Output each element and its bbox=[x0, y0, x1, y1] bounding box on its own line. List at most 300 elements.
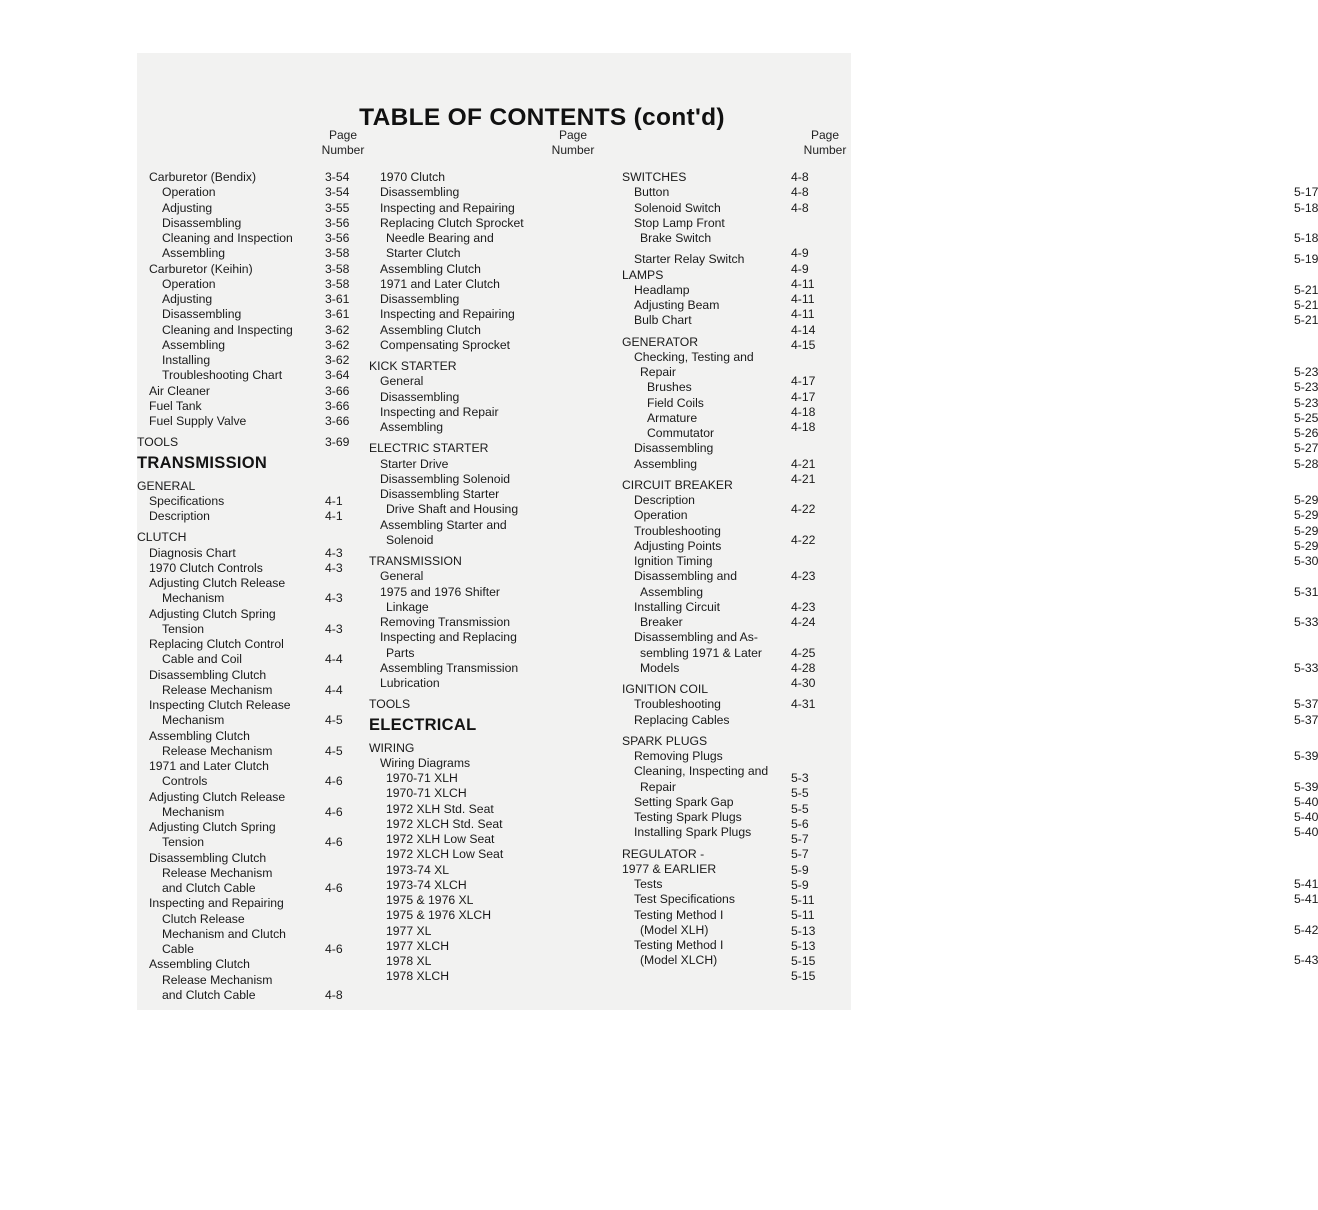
scanned-page bbox=[137, 53, 1318, 1010]
toc-page-number: 4-6 bbox=[325, 881, 343, 895]
toc-entry[interactable] bbox=[162, 353, 210, 368]
toc-entry[interactable] bbox=[162, 912, 245, 927]
toc-entry[interactable] bbox=[622, 847, 704, 862]
toc-entry[interactable] bbox=[149, 896, 284, 911]
toc-entry-title: 1977 & EARLIER bbox=[622, 861, 717, 876]
toc-entry[interactable] bbox=[149, 957, 250, 972]
page-header-line1: Page bbox=[558, 128, 588, 142]
toc-entry[interactable] bbox=[162, 338, 225, 353]
toc-entry[interactable] bbox=[634, 201, 721, 216]
toc-entry[interactable] bbox=[634, 810, 742, 825]
toc-entry-title: CLUTCH bbox=[137, 530, 187, 545]
toc-entry[interactable] bbox=[622, 268, 663, 283]
toc-entry[interactable] bbox=[149, 170, 256, 185]
toc-page-number: 4-11 bbox=[791, 292, 815, 306]
toc-entry[interactable] bbox=[149, 399, 202, 414]
toc-entry[interactable] bbox=[137, 479, 195, 494]
toc-entry[interactable] bbox=[162, 774, 207, 789]
page-header-line2: Number bbox=[321, 143, 365, 157]
toc-page-number: 4-6 bbox=[325, 804, 343, 819]
toc-page-number: 4-1 bbox=[325, 493, 343, 508]
toc-page-number: 4-14 bbox=[791, 322, 816, 337]
toc-entry-title: Disassembling Clutch bbox=[149, 850, 267, 865]
toc-entry-title: Operation bbox=[634, 508, 688, 523]
toc-entry[interactable] bbox=[149, 561, 263, 576]
toc-page-number: 4-5 bbox=[325, 713, 343, 728]
toc-entry[interactable] bbox=[162, 713, 224, 728]
page-number-header-3 bbox=[795, 128, 855, 158]
page-header-line2: Number bbox=[803, 143, 847, 157]
toc-entry-title: Replacing Cables bbox=[634, 712, 730, 727]
toc-entry[interactable] bbox=[380, 569, 423, 584]
toc-entry[interactable] bbox=[369, 554, 462, 569]
toc-entry[interactable] bbox=[634, 539, 721, 554]
toc-entry[interactable] bbox=[622, 478, 733, 493]
toc-entry[interactable] bbox=[380, 676, 440, 691]
toc-entry[interactable] bbox=[380, 390, 459, 405]
toc-entry[interactable] bbox=[162, 835, 204, 850]
toc-entry-title: (Model XLH) bbox=[640, 922, 709, 937]
toc-entry-title: Description bbox=[149, 509, 210, 523]
toc-entry[interactable] bbox=[380, 338, 510, 353]
toc-entry-title: Inspecting and Repairing bbox=[380, 307, 515, 322]
toc-entry[interactable] bbox=[386, 786, 467, 801]
page-header-line1: Page bbox=[810, 128, 840, 142]
toc-entry[interactable] bbox=[149, 820, 276, 835]
toc-entry[interactable] bbox=[162, 866, 272, 881]
toc-entry[interactable] bbox=[380, 374, 423, 389]
toc-entry[interactable] bbox=[162, 216, 241, 231]
toc-page-number: 5-13 bbox=[791, 938, 816, 953]
toc-page-number: 4-22 bbox=[791, 502, 816, 517]
toc-entry[interactable] bbox=[622, 734, 707, 749]
toc-page-number: 5-15 bbox=[791, 969, 816, 984]
toc-entry[interactable] bbox=[622, 170, 686, 185]
toc-entry[interactable] bbox=[380, 170, 445, 185]
toc-entry-title: Disassembling Solenoid bbox=[380, 471, 511, 486]
toc-entry-title: WIRING bbox=[369, 740, 415, 755]
toc-entry-title: Troubleshooting Chart bbox=[162, 368, 283, 383]
toc-entry[interactable] bbox=[386, 600, 429, 615]
toc-page-number: 5-37 bbox=[1294, 712, 1318, 727]
toc-entry[interactable] bbox=[369, 741, 414, 756]
toc-entry[interactable] bbox=[640, 780, 676, 795]
toc-entry[interactable] bbox=[386, 924, 431, 939]
toc-entry-title: Adjusting Clutch Spring bbox=[149, 606, 276, 621]
toc-entry[interactable] bbox=[634, 764, 768, 779]
toc-page-number: 5-6 bbox=[791, 816, 809, 831]
toc-entry[interactable] bbox=[149, 414, 246, 429]
toc-entry-title: 1970-71 XLH bbox=[386, 771, 458, 785]
toc-entry[interactable] bbox=[162, 652, 242, 667]
toc-entry-title: Brushes bbox=[647, 380, 692, 395]
toc-entry[interactable] bbox=[380, 307, 515, 322]
toc-entry-title: Removing Transmission bbox=[380, 615, 511, 629]
toc-entry[interactable] bbox=[386, 954, 431, 969]
toc-entry[interactable] bbox=[149, 637, 284, 652]
toc-page-number: 4-23 bbox=[791, 569, 816, 584]
toc-entry-title: Inspecting and Replacing bbox=[380, 630, 517, 645]
toc-entry-title: GENERAL bbox=[137, 478, 196, 493]
toc-entry[interactable] bbox=[640, 661, 679, 676]
toc-page-number: 4-6 bbox=[325, 835, 343, 850]
toc-page-number: 4-3 bbox=[325, 560, 343, 575]
toc-entry[interactable] bbox=[647, 396, 704, 411]
toc-entry[interactable] bbox=[386, 502, 518, 517]
toc-entry-title: Disassembling bbox=[380, 389, 460, 404]
toc-page-number: 4-28 bbox=[791, 660, 816, 675]
section-heading: ELECTRICAL bbox=[369, 715, 477, 734]
toc-entry-title: Adjusting Clutch Release bbox=[149, 789, 286, 804]
toc-page-number: 4-30 bbox=[791, 676, 816, 690]
toc-entry-title: Assembling bbox=[162, 246, 225, 261]
toc-entry-title: KICK STARTER bbox=[369, 359, 457, 373]
toc-entry[interactable] bbox=[640, 365, 676, 380]
toc-entry[interactable] bbox=[380, 262, 481, 277]
toc-page-number: 4-3 bbox=[325, 591, 343, 606]
toc-page-number: 5-13 bbox=[791, 923, 816, 938]
toc-page-number: 5-29 bbox=[1294, 523, 1318, 538]
toc-entry-title: Operation bbox=[162, 276, 216, 291]
toc-page-number: 5-21 bbox=[1294, 298, 1318, 312]
toc-page-number: 4-23 bbox=[791, 599, 816, 614]
toc-page-number: 3-62 bbox=[325, 353, 350, 367]
toc-entry[interactable] bbox=[634, 283, 690, 298]
toc-entry[interactable] bbox=[149, 851, 266, 866]
toc-entry[interactable] bbox=[137, 530, 186, 545]
toc-page-number: 3-66 bbox=[325, 383, 350, 398]
toc-entry-title: Solenoid bbox=[386, 532, 434, 547]
toc-page-number: 5-40 bbox=[1294, 825, 1318, 840]
toc-entry-title: Commutator bbox=[647, 426, 715, 440]
toc-entry[interactable] bbox=[634, 185, 669, 200]
toc-entry[interactable] bbox=[634, 908, 723, 923]
toc-entry[interactable] bbox=[634, 252, 744, 267]
toc-entry[interactable] bbox=[380, 216, 524, 231]
toc-page-number: 4-1 bbox=[325, 509, 343, 523]
toc-entry-title: Release Mechanism bbox=[162, 972, 273, 987]
toc-entry-title: Assembling Clutch bbox=[380, 261, 481, 276]
toc-page-number: 5-40 bbox=[1294, 794, 1318, 809]
toc-page-number: 5-21 bbox=[1294, 282, 1318, 297]
toc-page-number: 3-54 bbox=[325, 185, 350, 200]
toc-page-number: 5-29 bbox=[1294, 493, 1318, 507]
toc-entry[interactable] bbox=[369, 697, 410, 712]
toc-entry[interactable] bbox=[634, 569, 737, 584]
toc-entry-title: 1978 XL bbox=[386, 954, 432, 968]
toc-page-number: 3-54 bbox=[325, 170, 350, 184]
toc-page-number: 5-9 bbox=[791, 877, 809, 892]
toc-entry[interactable] bbox=[162, 368, 282, 383]
toc-entry[interactable] bbox=[162, 881, 256, 896]
toc-entry[interactable] bbox=[622, 335, 698, 350]
page-title: TABLE OF CONTENTS (cont'd) bbox=[359, 104, 725, 131]
toc-entry[interactable] bbox=[386, 878, 467, 893]
toc-entry[interactable] bbox=[149, 576, 285, 591]
page-header-line1: Page bbox=[328, 128, 358, 142]
toc-entry[interactable] bbox=[640, 953, 717, 968]
toc-entry-title: Assembling Transmission bbox=[380, 660, 519, 675]
toc-page-number: 5-18 bbox=[1294, 200, 1318, 215]
toc-entry[interactable] bbox=[162, 231, 293, 246]
toc-entry[interactable] bbox=[634, 524, 721, 539]
toc-entry[interactable] bbox=[386, 863, 449, 878]
toc-page-number: 3-61 bbox=[325, 292, 350, 306]
toc-entry[interactable] bbox=[634, 877, 662, 892]
toc-entry[interactable] bbox=[386, 231, 494, 246]
toc-entry[interactable] bbox=[386, 939, 449, 954]
toc-entry-title: ELECTRIC STARTER bbox=[369, 441, 489, 456]
toc-entry-title: Inspecting Clutch Release bbox=[149, 698, 291, 712]
toc-entry-title: 1972 XLH Std. Seat bbox=[386, 801, 494, 816]
toc-entry[interactable] bbox=[647, 411, 697, 426]
toc-entry-title: Inspecting and Repair bbox=[380, 404, 499, 419]
toc-entry[interactable] bbox=[634, 298, 719, 313]
toc-entry-title: Tension bbox=[162, 621, 205, 636]
toc-entry[interactable] bbox=[386, 847, 503, 862]
toc-entry-title: Wiring Diagrams bbox=[380, 755, 471, 770]
toc-entry-title: Inspecting and Repairing bbox=[380, 200, 515, 215]
toc-page-number: 4-21 bbox=[791, 471, 816, 486]
toc-entry-title: Assembling bbox=[640, 584, 703, 599]
toc-entry-title: 1972 XLCH Std. Seat bbox=[386, 816, 503, 831]
toc-page-number: 5-39 bbox=[1294, 779, 1318, 794]
toc-page-number: 4-17 bbox=[791, 389, 816, 404]
toc-entry[interactable] bbox=[380, 292, 459, 307]
toc-page-number: 4-5 bbox=[325, 743, 343, 758]
toc-entry-title: Mechanism bbox=[162, 804, 225, 819]
toc-page-number: 5-33 bbox=[1294, 660, 1318, 675]
page-number-header-2 bbox=[543, 128, 603, 158]
toc-entry[interactable] bbox=[162, 683, 272, 698]
toc-entry[interactable] bbox=[162, 927, 286, 942]
toc-entry[interactable] bbox=[640, 923, 708, 938]
toc-entry[interactable] bbox=[162, 185, 216, 200]
toc-entry[interactable] bbox=[634, 554, 713, 569]
toc-entry[interactable] bbox=[386, 908, 491, 923]
toc-page-number: 5-5 bbox=[791, 801, 809, 816]
toc-entry[interactable] bbox=[634, 216, 725, 231]
toc-page-number: 3-56 bbox=[325, 215, 350, 230]
toc-entry[interactable] bbox=[386, 802, 494, 817]
toc-page-number: 5-29 bbox=[1294, 508, 1318, 523]
toc-entry-title: Disassembling bbox=[162, 307, 242, 322]
toc-entry[interactable] bbox=[386, 533, 433, 548]
toc-entry[interactable] bbox=[162, 622, 204, 637]
toc-entry[interactable] bbox=[380, 323, 481, 338]
toc-page-number: 4-6 bbox=[325, 774, 343, 789]
toc-entry[interactable] bbox=[380, 518, 507, 533]
toc-page-number: 4-3 bbox=[325, 621, 343, 636]
toc-entry[interactable] bbox=[640, 646, 762, 661]
toc-entry-title: 1971 and Later Clutch bbox=[149, 759, 269, 773]
toc-entry[interactable] bbox=[162, 292, 212, 307]
toc-page-number: 3-64 bbox=[325, 368, 350, 383]
toc-page-number: 5-41 bbox=[1294, 892, 1318, 907]
toc-entry-title: Mechanism bbox=[162, 713, 225, 728]
toc-entry[interactable] bbox=[380, 405, 499, 420]
toc-entry-title: Breaker bbox=[640, 615, 683, 629]
toc-entry-title: Adjusting Clutch Spring bbox=[149, 820, 276, 834]
toc-entry-title: Linkage bbox=[386, 599, 429, 614]
toc-entry[interactable] bbox=[386, 832, 494, 847]
toc-entry[interactable] bbox=[380, 472, 510, 487]
toc-entry[interactable] bbox=[380, 420, 443, 435]
toc-page-number: 5-31 bbox=[1294, 584, 1318, 599]
toc-entry[interactable] bbox=[634, 713, 730, 728]
toc-entry[interactable] bbox=[640, 615, 683, 630]
toc-entry[interactable] bbox=[380, 585, 500, 600]
page-number-header-1 bbox=[313, 128, 373, 158]
toc-entry[interactable] bbox=[162, 323, 293, 338]
toc-entry[interactable] bbox=[162, 591, 224, 606]
toc-entry-title: Assembling bbox=[162, 337, 225, 352]
toc-entry[interactable] bbox=[162, 805, 224, 820]
toc-entry[interactable] bbox=[380, 185, 459, 200]
toc-entry[interactable] bbox=[380, 630, 517, 645]
toc-entry[interactable] bbox=[634, 508, 688, 523]
toc-entry[interactable] bbox=[640, 585, 703, 600]
toc-entry-title: Stop Lamp Front bbox=[634, 215, 725, 230]
toc-entry[interactable] bbox=[380, 615, 510, 630]
toc-entry[interactable] bbox=[634, 825, 751, 840]
toc-entry[interactable] bbox=[622, 862, 716, 877]
toc-entry-title: Disassembling and As- bbox=[634, 630, 758, 645]
toc-entry-title: Starter Clutch bbox=[386, 246, 461, 261]
toc-entry[interactable] bbox=[386, 771, 458, 786]
toc-entry-title: 1977 XL bbox=[386, 923, 432, 938]
toc-entry-title: Testing Spark Plugs bbox=[634, 810, 742, 824]
toc-entry[interactable] bbox=[162, 942, 194, 957]
toc-entry[interactable] bbox=[162, 201, 212, 216]
toc-entry-title: 1975 & 1976 XLCH bbox=[386, 908, 492, 923]
toc-entry[interactable] bbox=[149, 607, 276, 622]
toc-entry[interactable] bbox=[369, 441, 488, 456]
toc-entry[interactable] bbox=[634, 313, 692, 328]
toc-entry[interactable] bbox=[634, 697, 721, 712]
toc-entry-title: Cable bbox=[162, 942, 194, 956]
toc-entry[interactable] bbox=[149, 698, 291, 713]
toc-page-number: 5-18 bbox=[1294, 231, 1318, 245]
toc-entry[interactable] bbox=[634, 493, 695, 508]
toc-entry[interactable] bbox=[634, 457, 697, 472]
toc-entry-title: General bbox=[380, 374, 424, 389]
toc-entry[interactable] bbox=[149, 546, 236, 561]
toc-entry-title: and Clutch Cable bbox=[162, 987, 256, 1002]
toc-page-number: 3-61 bbox=[325, 307, 350, 322]
toc-entry[interactable] bbox=[149, 509, 210, 524]
toc-entry[interactable] bbox=[386, 893, 473, 908]
toc-entry-title: Assembling Clutch bbox=[149, 728, 250, 743]
toc-entry[interactable] bbox=[634, 441, 713, 456]
toc-entry-title: Needle Bearing and bbox=[386, 231, 494, 245]
toc-entry[interactable] bbox=[622, 682, 708, 697]
toc-entry[interactable] bbox=[634, 749, 723, 764]
toc-entry[interactable] bbox=[386, 969, 449, 984]
toc-entry[interactable] bbox=[380, 457, 448, 472]
toc-entry[interactable] bbox=[380, 661, 518, 676]
toc-entry-title: 1978 XLCH bbox=[386, 969, 450, 984]
toc-entry[interactable] bbox=[380, 201, 515, 216]
toc-entry-title: TOOLS bbox=[137, 435, 179, 450]
toc-entry-title: Installing bbox=[162, 353, 211, 367]
toc-entry-title: Testing Method I bbox=[634, 907, 724, 922]
toc-entry-title: TRANSMISSION bbox=[369, 554, 462, 568]
toc-entry[interactable] bbox=[162, 246, 225, 261]
toc-entry-title: 1972 XLCH Low Seat bbox=[386, 847, 504, 862]
toc-entry[interactable] bbox=[386, 817, 503, 832]
toc-entry[interactable] bbox=[149, 384, 210, 399]
toc-page-number: 4-11 bbox=[791, 276, 815, 291]
toc-entry[interactable] bbox=[634, 938, 723, 953]
toc-entry[interactable] bbox=[634, 350, 754, 365]
toc-entry[interactable] bbox=[369, 359, 457, 374]
toc-entry-title: Disassembling and bbox=[634, 569, 737, 584]
toc-entry[interactable] bbox=[634, 892, 735, 907]
toc-entry[interactable] bbox=[640, 231, 711, 246]
toc-entry[interactable] bbox=[634, 795, 734, 810]
toc-page-number: 4-25 bbox=[791, 645, 816, 660]
toc-page-number: 5-40 bbox=[1294, 810, 1318, 824]
toc-entry[interactable] bbox=[149, 729, 250, 744]
toc-entry[interactable] bbox=[149, 668, 266, 683]
toc-entry[interactable] bbox=[380, 487, 499, 502]
toc-page-number: 4-9 bbox=[791, 246, 809, 261]
toc-entry-title: Clutch Release bbox=[162, 911, 245, 926]
toc-entry-title: 1975 & 1976 XL bbox=[386, 893, 474, 907]
toc-entry[interactable] bbox=[647, 426, 714, 441]
toc-entry[interactable] bbox=[647, 380, 692, 395]
toc-entry-title: Headlamp bbox=[634, 282, 690, 297]
toc-entry[interactable] bbox=[149, 262, 253, 277]
toc-entry-title: 1971 and Later Clutch bbox=[380, 276, 500, 291]
toc-entry-title: Release Mechanism bbox=[162, 743, 273, 758]
toc-page-number: 3-55 bbox=[325, 200, 350, 215]
toc-entry[interactable] bbox=[149, 759, 269, 774]
toc-entry[interactable] bbox=[380, 277, 500, 292]
toc-entry-title: Adjusting bbox=[162, 292, 213, 306]
toc-page-number: 4-15 bbox=[791, 337, 816, 352]
toc-entry[interactable] bbox=[137, 435, 178, 450]
toc-entry[interactable] bbox=[162, 307, 241, 322]
toc-entry[interactable] bbox=[149, 494, 224, 509]
toc-page-number: 4-8 bbox=[325, 987, 343, 1002]
toc-entry[interactable] bbox=[162, 744, 272, 759]
toc-entry-title: Troubleshooting bbox=[634, 523, 721, 538]
toc-entry-title: SPARK PLUGS bbox=[622, 733, 708, 748]
toc-entry[interactable] bbox=[380, 756, 470, 771]
toc-entry[interactable] bbox=[386, 246, 461, 261]
toc-entry-title: Button bbox=[634, 185, 670, 200]
toc-entry-title: 1970-71 XLCH bbox=[386, 786, 467, 801]
toc-entry-title: GENERATOR bbox=[622, 334, 699, 349]
toc-entry-title: Description bbox=[634, 493, 695, 507]
toc-entry[interactable] bbox=[386, 646, 414, 661]
toc-entry-title: Replacing Clutch Sprocket bbox=[380, 215, 524, 230]
toc-entry[interactable] bbox=[162, 973, 272, 988]
toc-entry[interactable] bbox=[634, 600, 720, 615]
toc-entry-title: Testing Method I bbox=[634, 938, 724, 952]
toc-entry-title: Controls bbox=[162, 774, 208, 789]
toc-entry-title: Field Coils bbox=[647, 395, 704, 410]
toc-page-number: 5-23 bbox=[1294, 365, 1318, 379]
toc-entry[interactable] bbox=[162, 277, 216, 292]
toc-page-number: 4-8 bbox=[791, 200, 809, 215]
toc-page-number: 4-21 bbox=[791, 456, 816, 471]
toc-entry[interactable] bbox=[149, 790, 285, 805]
toc-entry[interactable] bbox=[634, 630, 758, 645]
toc-entry[interactable] bbox=[162, 988, 256, 1003]
